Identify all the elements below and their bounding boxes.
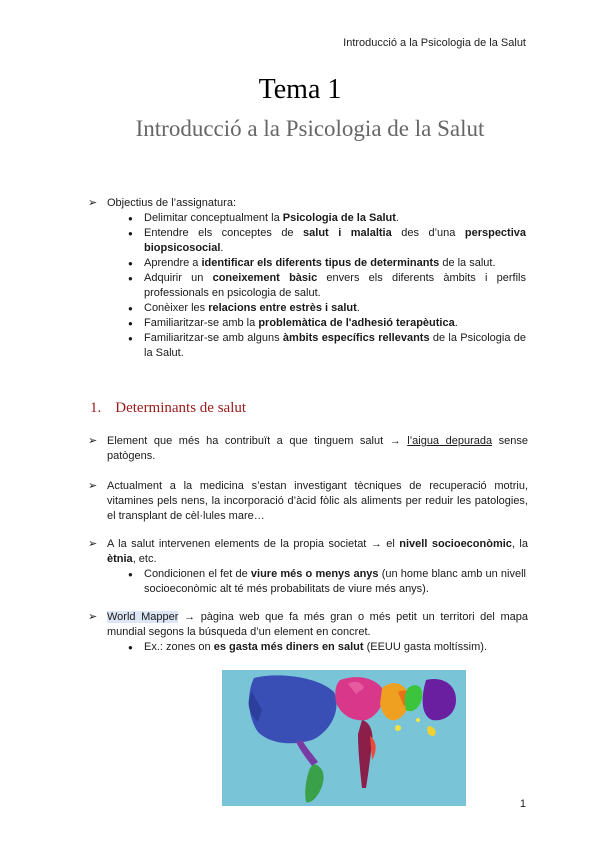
list-item: ➢ A la salut intervenen elements de la propia societat → el nivell socioeconòmic, la ètnia, etc. [88, 538, 528, 565]
list-item: ● Condicionen el fet de viure més o menys anys (un home blanc amb un nivell socioeconòmic alt té més probabilitats de viure més anys). [128, 568, 526, 595]
bullet-dot-icon: ● [128, 274, 133, 283]
arrow-bullet-icon: ➢ [88, 611, 98, 623]
list-item: ➢ World Mapper → pàgina web que fa més gran o més petit un territori del mapa mundial segons la búsqueda d’un element en concret. [88, 611, 528, 638]
page-title: Tema 1 [258, 74, 342, 105]
arrow-bullet-icon: ➢ [88, 480, 98, 492]
arrow-bullet-icon: ➢ [88, 538, 98, 550]
bullet-dot-icon: ● [128, 214, 133, 223]
page-number: 1 [519, 798, 526, 810]
objectives-lead-row [88, 196, 528, 211]
list-item: ● Ex.: zones on es gasta més diners en salut (EEUU gasta moltíssim). [128, 641, 487, 653]
world-mapper-highlight: World Mapper [107, 611, 179, 623]
bullet-dot-icon: ● [128, 259, 133, 268]
objectives-block [88, 196, 528, 361]
arrow-bullet-icon: ➢ [88, 435, 98, 447]
bullet-dot-icon: ● [128, 334, 133, 343]
section-number: 1. [90, 400, 102, 416]
list-item: ➢ Element que més ha contribuït a que tinguem salut → l’aigua depurada sense patògens. [88, 435, 528, 462]
list-item: ● Familiaritzar-se amb alguns àmbits específics rellevants de la Psicologia de la Salut. [128, 332, 526, 359]
list-item: ● Conèixer les relacions entre estrès i salut. [128, 302, 360, 314]
section-title: Determinants de salut [115, 400, 247, 416]
aigua-depurada-link: l’aigua depurada [407, 435, 493, 447]
list-item: ● Aprendre a identificar els diferents tipus de determinants de la salut. [128, 257, 496, 269]
arrow-bullet-icon: ➢ [88, 197, 98, 209]
bullet-dot-icon: ● [128, 319, 133, 328]
page-subtitle: Introducció a la Psicologia de la Salut [135, 116, 485, 141]
bullet-dot-icon: ● [128, 570, 133, 579]
running-header: Introducció a la Psicologia de la Salut [343, 37, 526, 49]
objectives-lead: Objectius de l’assignatura: [107, 197, 237, 209]
list-item: ● Delimitar conceptualment la Psicologia de la Salut. [128, 212, 399, 224]
objectives-list [88, 211, 528, 361]
list-item: ● Adquirir un coneixement bàsic envers els diferents àmbits i perfils professionals en psicologia de salut. [128, 272, 526, 299]
world-map-icon [222, 670, 466, 806]
bullet-dot-icon: ● [128, 304, 133, 313]
section-heading [90, 400, 246, 417]
worldmapper-cartogram [222, 670, 466, 806]
list-item: ➢ Actualment a la medicina s’estan investigant tècniques de recuperació motriu, vitamines pels nens, la incorporació d’àcid fòlic als aliments per reduir les patologies, el transplant de cèl·lules mare… [88, 480, 528, 522]
list-item: ● Familiaritzar-se amb la problemàtica de l'adhesió terapèutica. [128, 317, 458, 329]
list-item: ● Entendre els conceptes de salut i malaltia des d’una perspectiva biopsicosocial. [128, 227, 527, 254]
bullet-dot-icon: ● [128, 643, 133, 652]
bullet-dot-icon: ● [128, 229, 133, 238]
